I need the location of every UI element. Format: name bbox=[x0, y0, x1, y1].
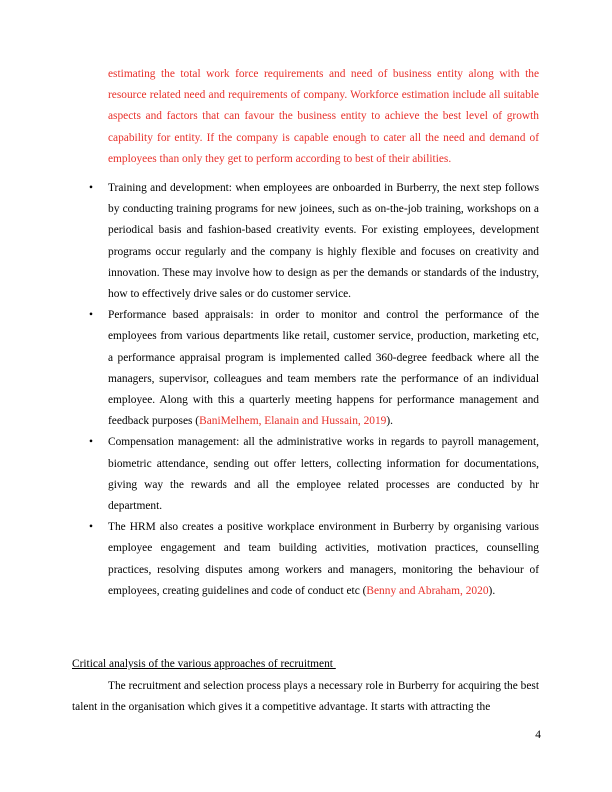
section-heading: Critical analysis of the various approaches of recruitment bbox=[72, 658, 336, 670]
citation: BaniMelhem, Elanain and Hussain, 2019 bbox=[199, 415, 387, 428]
bullet-icon: • bbox=[89, 436, 93, 449]
citation-close: ). bbox=[386, 415, 394, 428]
bullet-icon: • bbox=[89, 182, 93, 194]
bullet-icon: • bbox=[89, 309, 93, 322]
list-item-appraisals bbox=[0, 305, 539, 432]
bullet-text: The HRM also creates a positive workplace environment in Burberry by organising various employee engagement and team building activities, motivation practices, counselling practices, resolving disputes among workers and managers, monitoring the behaviour of employees, creating guidelines and code of conduct etc ( bbox=[108, 521, 539, 597]
bullet-list bbox=[0, 178, 612, 602]
list-item-workplace bbox=[0, 517, 539, 602]
intro-paragraph: estimating the total work force requirements and need of business entity along with the resource related need and requirements of company. Workforce estimation include all suitable aspects and factors that can favour the business entity to achieve the best level of growth capability for entity. If the company is capable enough to cater all the need and demand of employees than only they get to perform according to best of their abilities. bbox=[108, 68, 539, 165]
citation-close: ). bbox=[488, 584, 496, 597]
bullet-text: Compensation management: all the administrative works in regards to payroll management, biometric attendance, sending out offer letters, collecting information for documentations, giving way the rewards and all the employee related processes are conducted by hr department. bbox=[108, 436, 539, 513]
page-number: 4 bbox=[535, 729, 541, 741]
section-paragraph: The recruitment and selection process plays a necessary role in Burberry for acquiring the best talent in the organisation which gives it a competitive advantage. It starts with attracting the bbox=[72, 680, 539, 714]
citation: Benny and Abraham, 2020 bbox=[366, 584, 489, 597]
list-item-compensation bbox=[0, 432, 539, 517]
bullet-text: Training and development: when employees are onboarded in Burberry, the next step follows by conducting training programs for new joinees, such as on-the-job training, workshops on a periodical basis and fashion-based creativity events. For existing employees, development programs occur regularly and the company is highly flexible and focuses on creativity and innovation. These may involve how to design as per the demands or standards of the industry, how to effectively drive sales or do customer service. bbox=[108, 182, 539, 301]
list-item-training bbox=[0, 178, 539, 305]
bullet-text: Performance based appraisals: in order to monitor and control the performance of the employees from various departments like retail, customer service, production, marketing etc, a performance appraisal program is implemented called 360-degree feedback where all the managers, supervisor, colleagues and team members rate the performance of an individual employee. Along with this a quarterly meeting happens for performance management and feedback purposes ( bbox=[108, 309, 539, 428]
bullet-icon: • bbox=[89, 521, 93, 534]
